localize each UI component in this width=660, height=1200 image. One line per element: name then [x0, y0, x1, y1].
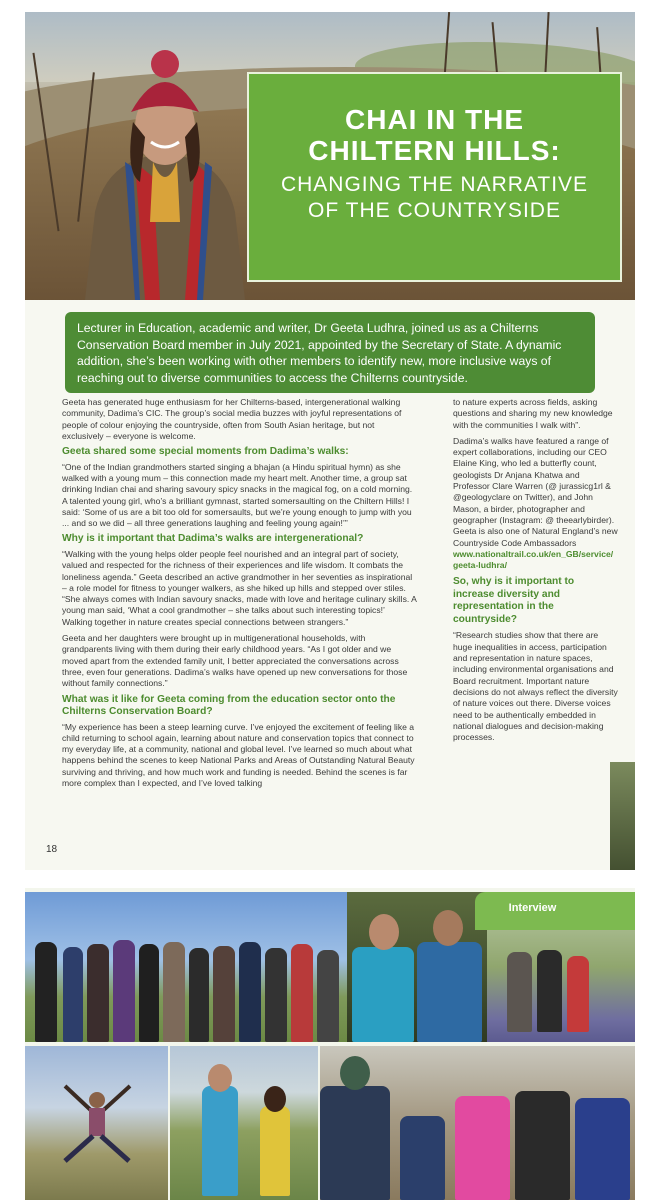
paragraph: “My experience has been a steep learning curve. I’ve enjoyed the excitement of feeling like a child returning to school again, learning about nature and conservation topics that connect to my everyday life, at a community, national and global level. I’ve learned so much about what happens behind the scenes to keep National Parks and Areas of Outstanding Natural Beauty surviving and thriving, and how much work and funding is needed. Behind the scenes is far more complex than I expected, and I’ve loved talking [62, 721, 415, 789]
paragraph: Geeta and her daughters were brought up in multigenerational households, with grandparents living with them during their early childhood years. “As I got older and we moved apart from the extended family unit, I better appreciated the conversations across three, even four generations. Dadima’s walks have opened up new conversations for those without family connections.” [62, 633, 408, 689]
geeta-portrait [65, 42, 265, 300]
section-heading: What was it like for Geeta coming from the education sector onto the Chilterns Conservation Board? [62, 693, 396, 718]
paragraph: Geeta has generated huge enthusiasm for her Chilterns-based, intergenerational walking community, Dadima’s CIC. The group’s social media buzzes with joyful representations of people of colour enjoying the countryside, often from South Asian heritage, but not exclusively – everyone is welcome. [62, 397, 402, 441]
section-heading: Geeta shared some special moments from Dadima’s walks: [62, 446, 349, 458]
column-right [453, 397, 618, 743]
interview-label: Interview [508, 902, 557, 914]
title-box [247, 72, 622, 282]
jumping-photo [25, 1046, 168, 1200]
group-walk-photo [25, 892, 347, 1042]
paragraph: to nature experts across fields, asking questions and sharing my new knowledge with the communities I walk with”. [453, 397, 613, 430]
paragraph: Dadima’s walks have featured a range of expert collaborations, including our CEO Elaine King, who led a butterfly count, geologists Dr Anjana Khatwa and Professor Clare Warren (@ jurassicg1rl & @geologyclare on Twitter), and John Mason, a birder, photographer and geographer (Instagram: @ theearlybirder). Geeta is also one of Natural England’s new Countryside Code Ambassadors [453, 435, 618, 548]
intro-standfirst: Lecturer in Education, academic and writer, Dr Geeta Ludhra, joined us as a Chilterns Conservation Board member in July 2021, appointed by the Secretary of State. A dynamic addition, she’s been working with other members to identify new, more inclusive ways of reaching out to diverse communities to access the Chilterns countryside. [65, 312, 595, 393]
side-photo-edge [610, 762, 635, 870]
section-heading: Why is it important that Dadima’s walks are intergenerational? [62, 533, 364, 545]
paragraph: “One of the Indian grandmothers started singing a bhajan (a Hindu spiritual hymn) as she walked with a young mum – this connection made my heart melt. Another time, a group sat drinking Indian chai and sharing savoury spicy snacks in the magical fog, on a cold morning. A talented young girl, who’s a brilliant gymnast, started somersaulting on the Chiltern Hills! I said: ‘Some of us are a bit too old for somersaults, but we’re young enough to jump with you ... and so we did – all three generations laughing and feeling young again!’” [62, 461, 413, 529]
two-women-photo [347, 892, 487, 1042]
paragraph: “Walking with the young helps older people feel nourished and an integral part of society, valued and respected for the richness of their experiences and life wisdom. It combats the loneliness agenda.” Geeta described an active grandmother in her seventies as inspirational – a role model for fitness to younger walkers, as she hiked up hills and stepped over stiles. “She always comes with Indian savoury snacks, made with love and heritage culinary skills. A young man said, ‘What a cool grandmother – she talks about such interesting topics!’ Walking together in nature creates special connections between strangers.” [62, 548, 417, 627]
column-left [62, 397, 417, 789]
winter-walk-photo [320, 1046, 635, 1200]
magazine-page-19 [25, 888, 635, 1200]
page-number: 18 [46, 844, 58, 855]
interview-tab [475, 892, 635, 930]
section-heading: So, why is it important to increase diversity and representation in the countryside? [453, 576, 575, 625]
ambassador-link[interactable]: www.nationaltrail.co.uk/en_GB/service/geeta-ludhra/ [453, 548, 614, 571]
magazine-page-18 [25, 12, 635, 870]
article-title: CHAI IN THE CHILTERN HILLS: [308, 104, 561, 166]
article-subtitle: CHANGING THE NARRATIVE OF THE COUNTRYSIDE [280, 173, 589, 222]
field-conversation-photo [170, 1046, 318, 1200]
paragraph: “Research studies show that there are huge inequalities in access, participation and representation in nature spaces, including environmental organisations and Board recruitment. Important nature decisions do not always reflect the diversity of nature voices out there. Diverse voices need to be authentically embedded in national dialogues and decision-making processes. [453, 630, 618, 743]
